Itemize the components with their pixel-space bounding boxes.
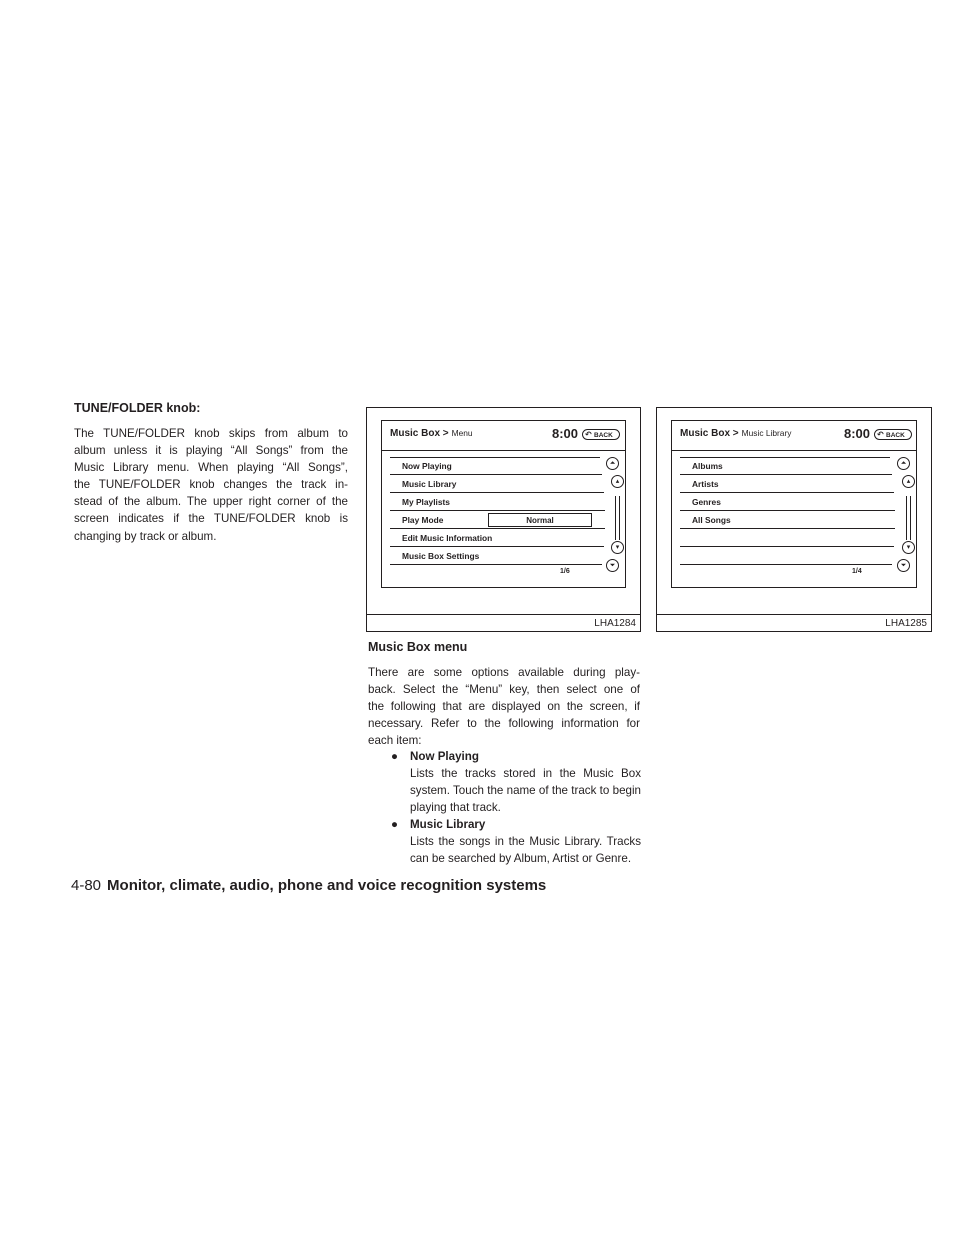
- bullet-icon: ●: [391, 818, 399, 831]
- back-arrow-icon: ↶: [877, 430, 884, 439]
- figure-music-box-menu: [366, 407, 641, 632]
- menu-item-music-library[interactable]: Music Library: [390, 475, 604, 493]
- bullet-now-playing: [391, 748, 641, 816]
- back-button[interactable]: ↶ BACK: [582, 429, 620, 440]
- tune-folder-heading: TUNE/FOLDER knob:: [74, 401, 201, 415]
- menu-item-play-mode[interactable]: Play Mode: [390, 511, 605, 529]
- bullet-term: Music Library: [410, 818, 486, 831]
- bullet-music-library: [391, 816, 641, 867]
- up-icon[interactable]: ▴: [902, 475, 915, 488]
- clock: 8:00: [552, 426, 579, 441]
- page-indicator: 1/6: [560, 568, 570, 575]
- menu-item-genres[interactable]: Genres: [680, 493, 895, 511]
- figure-music-library: [656, 407, 932, 632]
- title-divider: [672, 450, 916, 451]
- music-box-menu-heading: Music Box menu: [368, 640, 468, 654]
- double-up-icon[interactable]: ⏶: [606, 457, 619, 470]
- menu-item-empty: [680, 547, 892, 565]
- tune-folder-paragraph: The TUNE/FOLDER knob skips from album to album unless it is playing “All Songs” from the Music Library menu. When playing “All Songs”, the TUNE/FOLDER knob changes the track in- stead of the album. The upper right corner of the screen indicates if the TUNE/FOLDER knob is changing by track or album.: [74, 427, 348, 543]
- music-box-menu-paragraph: There are some options available during play- back. Select the “Menu” key, then select one of the following that are displayed on the screen, if necessary. Refer to the following information for each item:: [368, 666, 640, 748]
- menu-item-music-box-settings[interactable]: Music Box Settings: [390, 547, 602, 565]
- scrollbar[interactable]: [906, 496, 911, 540]
- back-arrow-icon: ↶: [585, 430, 592, 439]
- figure-code-divider: [367, 614, 640, 615]
- menu-item-now-playing[interactable]: Now Playing: [390, 457, 602, 475]
- down-icon[interactable]: ▾: [902, 541, 915, 554]
- title-divider: [382, 450, 625, 451]
- menu-item-albums[interactable]: Albums: [680, 457, 892, 475]
- double-down-icon[interactable]: ⏷: [606, 559, 619, 572]
- menu-item-edit-music-information[interactable]: Edit Music Information: [390, 529, 604, 547]
- clock: 8:00: [844, 426, 871, 441]
- figure-code: LHA1285: [885, 618, 927, 629]
- page-footer: [71, 877, 546, 894]
- play-mode-value[interactable]: Normal: [488, 513, 592, 527]
- menu-item-empty: [680, 529, 894, 547]
- screen-title: Music Box > Menu: [390, 428, 473, 439]
- screen-music-box-menu: [381, 420, 626, 588]
- bullet-term: Now Playing: [410, 750, 479, 763]
- chapter-title: Monitor, climate, audio, phone and voice recognition systems: [107, 877, 547, 894]
- figure-code: LHA1284: [594, 618, 636, 629]
- bullet-icon: ●: [391, 750, 399, 763]
- up-icon[interactable]: ▴: [611, 475, 624, 488]
- menu-item-my-playlists[interactable]: My Playlists: [390, 493, 605, 511]
- screen-music-library: [671, 420, 917, 588]
- back-button[interactable]: ↶ BACK: [874, 429, 912, 440]
- figure-code-divider: [657, 614, 931, 615]
- scrollbar[interactable]: [615, 496, 620, 540]
- screen-title: Music Box > Music Library: [680, 428, 792, 439]
- page-indicator: 1/4: [852, 568, 862, 575]
- menu-item-all-songs[interactable]: All Songs: [680, 511, 895, 529]
- page-number: 4-80: [71, 877, 102, 894]
- bullet-description: Lists the songs in the Music Library. Tracks can be searched by Album, Artist or Genre.: [410, 835, 641, 866]
- menu-item-artists[interactable]: Artists: [680, 475, 894, 493]
- down-icon[interactable]: ▾: [611, 541, 624, 554]
- double-down-icon[interactable]: ⏷: [897, 559, 910, 572]
- double-up-icon[interactable]: ⏶: [897, 457, 910, 470]
- bullet-description: Lists the tracks stored in the Music Box system. Touch the name of the track to begin playing that track.: [410, 767, 641, 815]
